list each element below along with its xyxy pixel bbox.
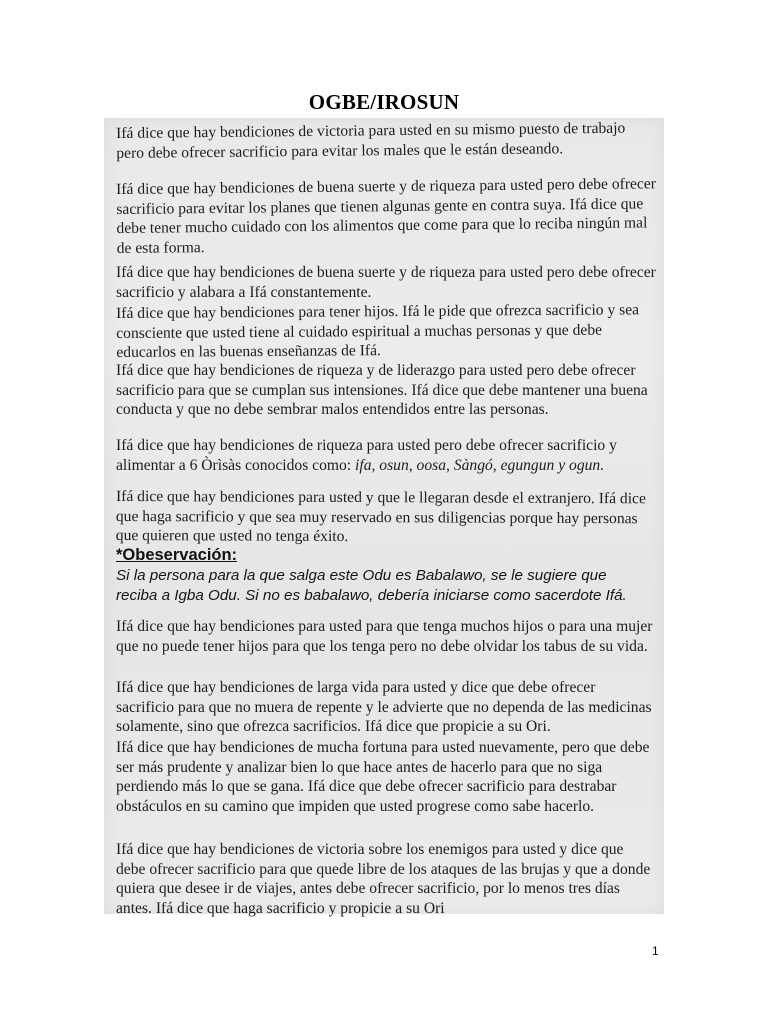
page-title: OGBE/IROSUN xyxy=(308,90,460,114)
paragraph-riqueza-liderazgo: Ifá dice que hay bendiciones de riqueza y de liderazgo para usted pero debe ofrecer sacrificio para que se cumplan sus intensiones. Ifá dice que debe mantener una buena conducta y que no debe sembrar malos entendidos entre las personas. xyxy=(116,362,648,418)
observation-text: Si la persona para la que salga este Odu es Babalawo, se le sugiere que reciba a Igba Odu. Si no es babalawo, debería iniciarse como sacerdote Ifá. xyxy=(116,567,627,604)
orisas-names: ifa, osun, oosa, Sàngó, egungun y ogun. xyxy=(355,456,605,474)
paragraph-victoria-trabajo: Ifá dice que hay bendiciones de victoria para usted en su mismo puesto de trabajo pero debe ofrecer sacrificio para evitar los males que le están deseando. xyxy=(116,119,626,162)
paragraph-tener-hijos: Ifá dice que hay bendiciones para tener hijos. Ifá le pide que ofrezca sacrificio y sea consciente que usted tiene al cuidado espiritual a muchas personas y que debe educarlos en las buenas enseñanzas de Ifá. xyxy=(116,301,640,361)
paragraph-victoria-enemigos: Ifá dice que hay bendiciones de victoria sobre los enemigos para usted y dice que debe ofrecer sacrificio para que quede libre de los ataques de las brujas y que a donde quiera que desee ir de viajes, antes debe ofrecer sacrificio, por lo menos tres días antes. Ifá dice que haga sacrificio y propicie a su Ori xyxy=(116,841,651,917)
paragraph-larga-vida: Ifá dice que hay bendiciones de larga vida para usted y dice que debe ofrecer sacrificio para que no muera de repente y le advierte que no dependa de las medicinas solamente, sino que ofrezca sacrificios. Ifá dice que propicie a su Ori. xyxy=(116,679,652,735)
paragraph-alabar-ifa: Ifá dice que hay bendiciones de buena suerte y de riqueza para usted pero debe ofrecer sacrificio y alabara a Ifá constantemente. xyxy=(116,264,656,301)
paragraph-muchos-hijos: Ifá dice que hay bendiciones para usted para que tenga muchos hijos o para una mujer que no puede tener hijos para que los tenga pero no debe olvidar los tabus de su vida. xyxy=(116,618,653,655)
paragraph-buena-suerte-alimentos: Ifá dice que hay bendiciones de buena suerte y de riqueza para usted pero debe ofrecer sacrificio para evitar los planes que tienen algunas gente en contra suya. Ifá dice que debe tener mucho cuidado con los alimentos que come para que lo reciba ningún mal de esta forma. xyxy=(116,175,657,257)
paragraph-mucha-fortuna: Ifá dice que hay bendiciones de mucha fortuna para usted nuevamente, pero que debe ser más prudente y analizar bien lo que hace antes de hacerlo para que no siga perdiendo más lo que se gana. Ifá dice que debe ofrecer sacrificio para destrabar obstáculos en su camino que impiden que usted progrese como sabe hacerlo. xyxy=(116,739,650,815)
paragraph-extranjero: Ifá dice que hay bendiciones para usted y que le llegaran desde el extranjero. Ifá dice que haga sacrificio y que sea muy reservado en sus diligencias porque hay personas que quieren que usted no tenga éxito. xyxy=(115,488,646,546)
observation-heading: *Obeservación: xyxy=(116,546,238,564)
page-number: 1 xyxy=(652,944,659,958)
orisas-prefix: Ifá dice que hay bendiciones de riqueza para usted pero debe ofrecer sacrificio y alimentar a 6 Òrìsàs conocidos como: xyxy=(116,437,617,474)
paragraph-orisas xyxy=(116,436,656,475)
